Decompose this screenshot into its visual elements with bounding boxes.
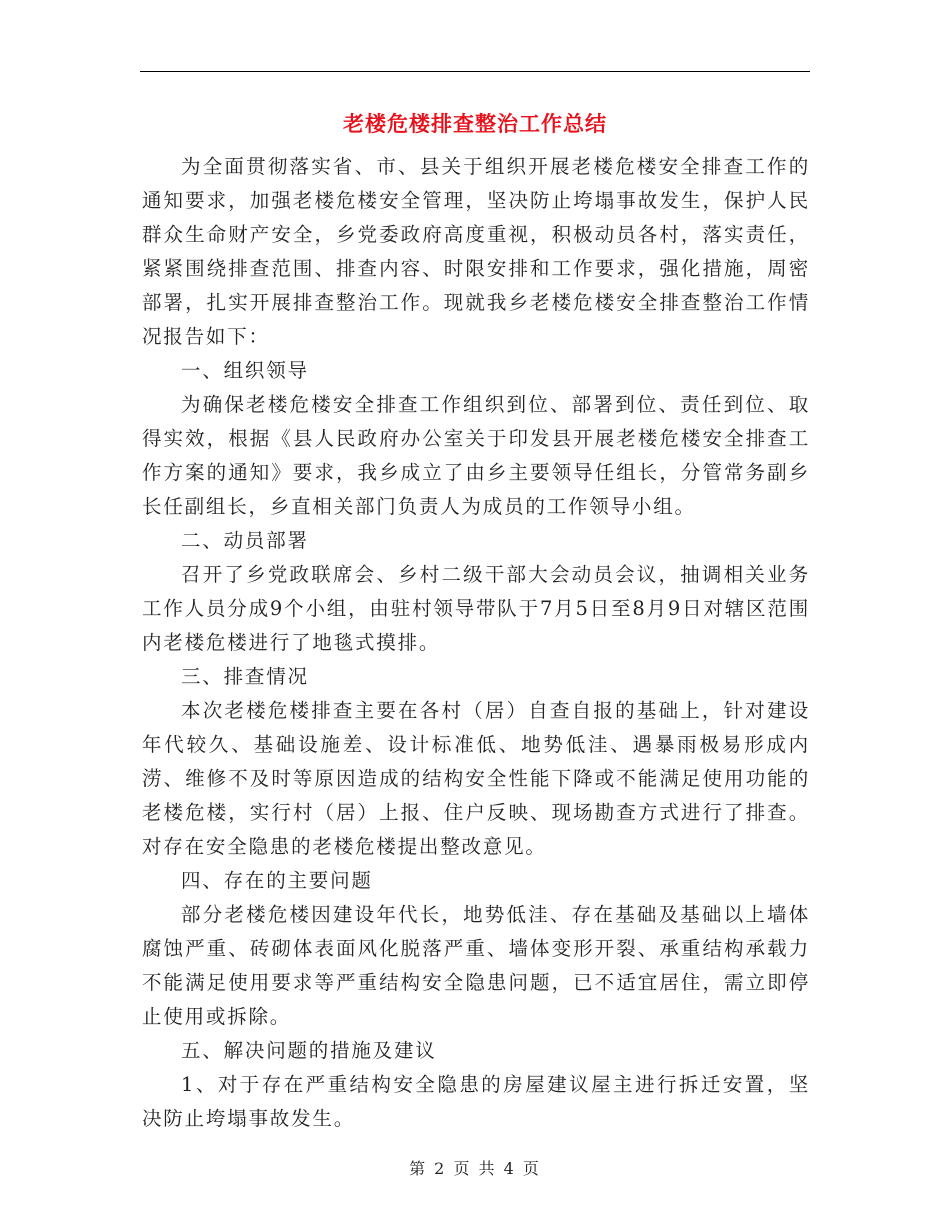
section-heading-problems: 四、存在的主要问题	[181, 869, 373, 892]
paragraph-mobilization: 召开了乡党政联席会、乡村二级干部大会动员会议，抽调相关业务工作人员分成9个小组，由驻村领导带队于7月5日至8月9日对辖区范围内老楼危楼进行了地毯式摸排。	[142, 563, 810, 654]
paragraph-problems: 部分老楼危楼因建设年代长，地势低洼、存在基础及基础以上墙体腐蚀严重、砖砌体表面风化脱落严重、墙体变形开裂、承重结构承载力不能满足使用要求等严重结构安全隐患问题，已不适宜居住，需立即停止使用或拆除。	[142, 903, 810, 1028]
intro-paragraph: 为全面贯彻落实省、市、县关于组织开展老楼危楼安全排查工作的通知要求，加强老楼危楼安全管理，坚决防止垮塌事故发生，保护人民群众生命财产安全，乡党委政府高度重视，积极动员各村，落实责任，紧紧围绕排查范围、排查内容、时限安排和工作要求，强化措施，周密部署，扎实开展排查整治工作。现就我乡老楼危楼安全排查整治工作情况报告如下：	[142, 155, 810, 348]
section-heading-inspection: 三、排查情况	[181, 665, 309, 688]
section-heading-organization: 一、组织领导	[181, 359, 309, 382]
paragraph-measures: 1、对于存在严重结构安全隐患的房屋建议屋主进行拆迁安置，坚决防止垮塌事故发生。	[142, 1073, 810, 1130]
document-body	[142, 150, 810, 1136]
page-number-footer: 第 2 页 共 4 页	[409, 1159, 541, 1178]
document-title: 老楼危楼排查整治工作总结	[343, 111, 607, 136]
section-heading-measures: 五、解决问题的措施及建议	[181, 1039, 437, 1062]
section-heading-mobilization: 二、动员部署	[181, 529, 309, 552]
header-rule	[140, 71, 810, 72]
paragraph-inspection: 本次老楼危楼排查主要在各村（居）自查自报的基础上，针对建设年代较久、基础设施差、设计标准低、地势低洼、遇暴雨极易形成内涝、维修不及时等原因造成的结构安全性能下降或不能满足使用功能的老楼危楼，实行村（居）上报、住户反映、现场勘查方式进行了排查。对存在安全隐患的老楼危楼提出整改意见。	[142, 699, 810, 858]
paragraph-organization: 为确保老楼危楼安全排查工作组织到位、部署到位、责任到位、取得实效，根据《县人民政府办公室关于印发县开展老楼危楼安全排查工作方案的通知》要求，我乡成立了由乡主要领导任组长，分管常务副乡长任副组长，乡直相关部门负责人为成员的工作领导小组。	[142, 393, 810, 518]
